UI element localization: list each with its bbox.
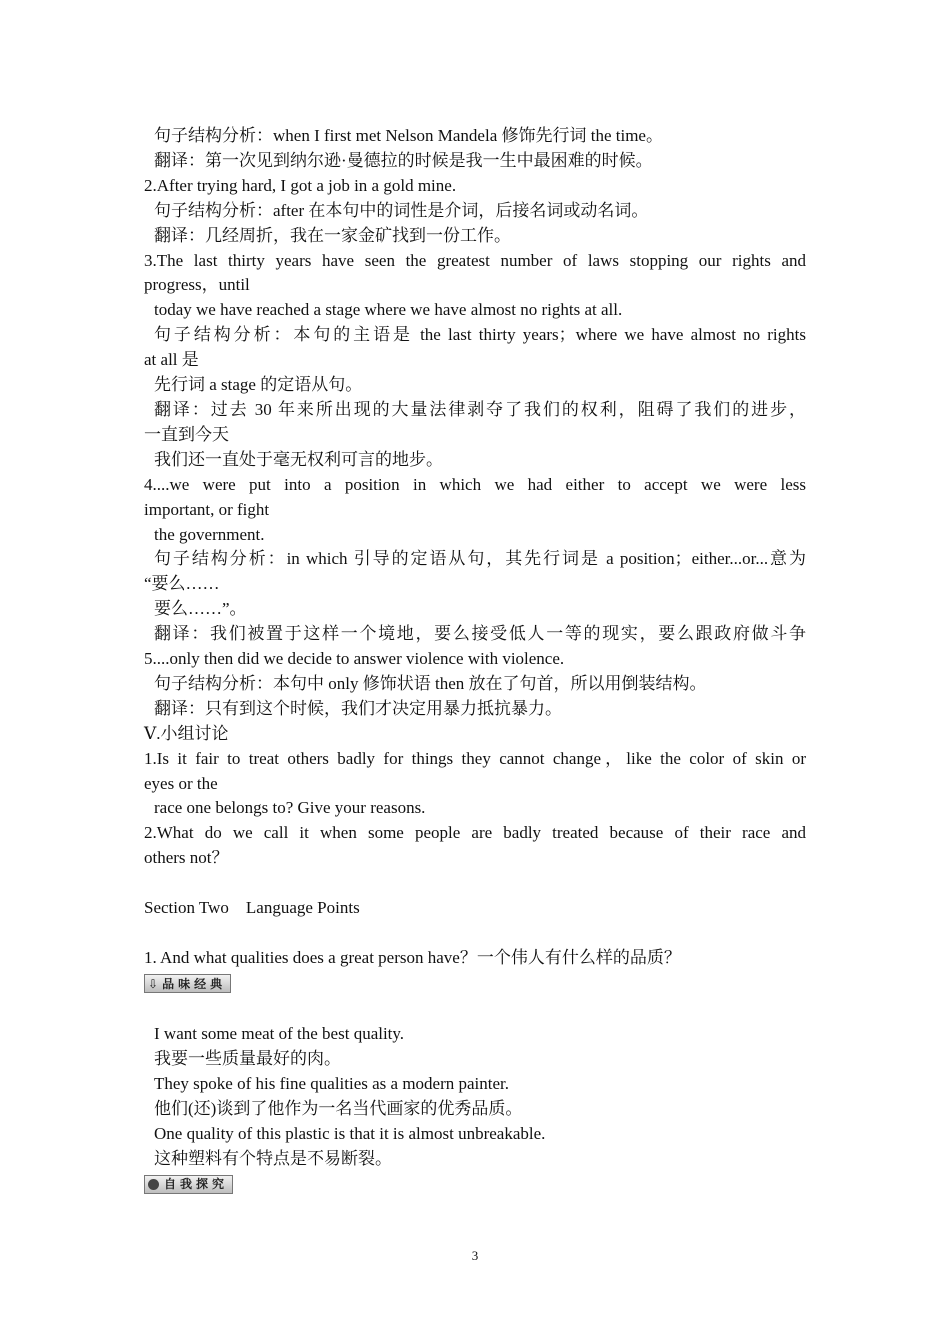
text-line: 4....we were put into a position in which we had either to accept we were less xyxy=(144,474,806,494)
text-line: the government. xyxy=(154,524,265,544)
text-line: progress，until xyxy=(144,275,250,295)
down-arrow-icon: ⇩ xyxy=(148,976,159,991)
section-title: Section Two Language Points xyxy=(144,898,360,918)
text-line: 我们还一直处于毫无权利可言的地步。 xyxy=(154,449,443,469)
text-line: others not？ xyxy=(144,848,229,868)
example-line: One quality of this plastic is that it is almost unbreakable. xyxy=(154,1123,546,1143)
text-line: today we have reached a stage where we have almost no rights at all. xyxy=(154,300,623,320)
text-line: 2.What do we call it when some people are badly treated because of their race and xyxy=(144,823,806,843)
text-line: 3.The last thirty years have seen the greatest number of laws stopping our rights and xyxy=(144,250,806,270)
text-line: 翻译：几经周折，我在一家金矿找到一份工作。 xyxy=(154,225,511,245)
text-line: 翻译：我们被置于这样一个境地，要么接受低人一等的现实，要么跟政府做斗争 xyxy=(154,624,806,644)
text-line: 5....only then did we decide to answer violence with violence. xyxy=(144,649,565,669)
text-line: 翻译：第一次见到纳尔逊·曼德拉的时候是我一生中最困难的时候。 xyxy=(154,150,653,170)
text-line: 2.After trying hard, I got a job in a gold mine. xyxy=(144,175,457,195)
page-number: 3 xyxy=(471,1248,479,1263)
text-line: at all 是 xyxy=(144,350,199,370)
blank-line xyxy=(144,871,806,896)
text-line: important, or fight xyxy=(144,499,270,519)
text-line: 句子结构分析：in which 引导的定语从句，其先行词是 a position；either...or...意为 xyxy=(154,549,806,569)
text-line: 句子结构分析：本句的主语是 the last thirty years；where we have almost no rights xyxy=(154,325,806,345)
document-body xyxy=(144,124,806,1198)
text-line: 1. And what qualities does a great person have？一个伟人有什么样的品质？ xyxy=(144,947,681,967)
text-line: 翻译：只有到这个时候，我们才决定用暴力抵抗暴力。 xyxy=(154,698,562,718)
example-line: 这种塑料有个特点是不易断裂。 xyxy=(154,1148,392,1168)
circle-icon xyxy=(148,1179,159,1190)
badge-label: 自我探究 xyxy=(164,1177,229,1192)
text-line: eyes or the xyxy=(144,773,218,793)
section-heading: Ⅴ.小组讨论 xyxy=(144,723,229,743)
example-line: 我要一些质量最好的肉。 xyxy=(154,1049,341,1069)
badge-ziwo-tanjiu xyxy=(144,1172,806,1198)
example-line: I want some meat of the best quality. xyxy=(154,1024,405,1044)
text-line: race one belongs to? Give your reasons. xyxy=(154,798,426,818)
example-line: They spoke of his fine qualities as a modern painter. xyxy=(154,1073,510,1093)
blank-line xyxy=(144,997,806,1022)
text-line: 一直到今天 xyxy=(144,424,229,444)
text-line: 要么……”。 xyxy=(154,599,247,619)
badge-pinwei-jingdian xyxy=(144,971,806,998)
badge-label: 品味经典 xyxy=(162,976,227,991)
text-line: 句子结构分析：when I first met Nelson Mandela 修饰先行词 the time。 xyxy=(154,126,663,145)
example-line: 他们(还)谈到了他作为一名当代画家的优秀品质。 xyxy=(154,1098,523,1118)
text-line: 句子结构分析：本句中 only 修饰状语 then 放在了句首，所以用倒装结构。 xyxy=(154,673,707,693)
text-line: “要么…… xyxy=(144,574,220,594)
text-line: 1.Is it fair to treat others badly for things they cannot change，like the color of skin or xyxy=(144,748,806,768)
blank-line xyxy=(144,921,806,946)
text-line: 先行词 a stage 的定语从句。 xyxy=(154,375,363,395)
text-line: 句子结构分析：after 在本句中的词性是介词，后接名词或动名词。 xyxy=(154,200,649,220)
text-line: 翻译：过去 30 年来所出现的大量法律剥夺了我们的权利，阻碍了我们的进步， xyxy=(154,399,806,419)
